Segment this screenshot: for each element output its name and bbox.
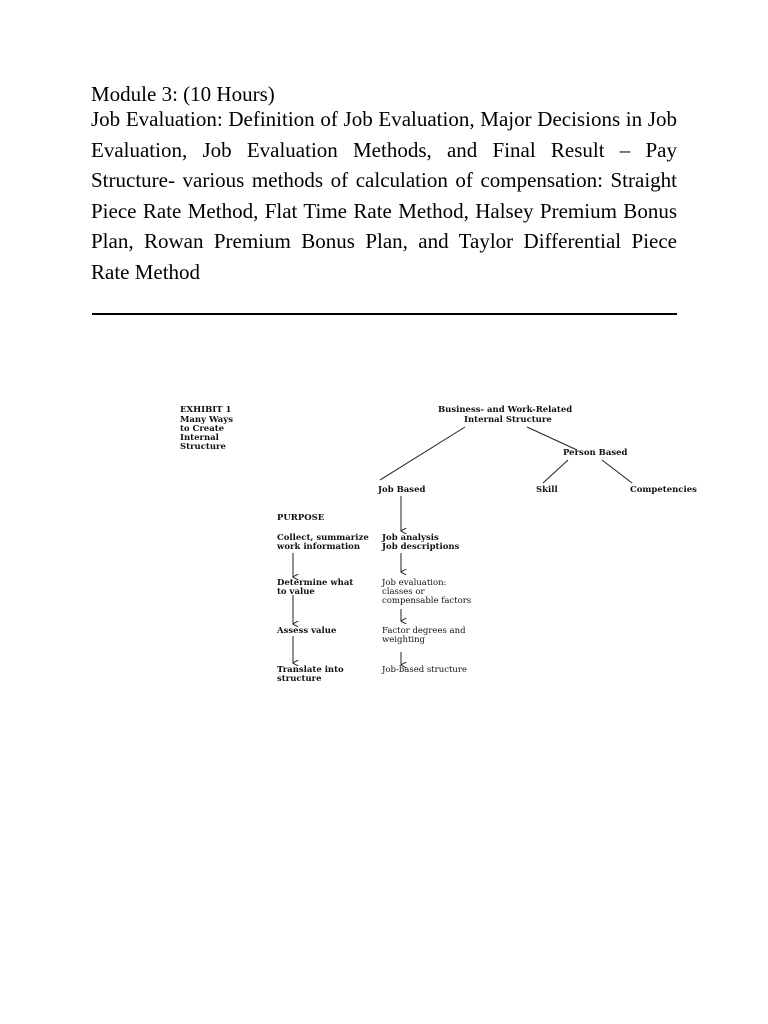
exhibit-caption-line: Internal <box>180 433 219 443</box>
purpose-step-line: to value <box>277 587 315 597</box>
edge-root-person-based <box>527 427 577 450</box>
root-node-line-1: Business- and Work-Related <box>438 405 573 415</box>
purpose-header: PURPOSE <box>277 513 325 523</box>
root-node-line-2: Internal Structure <box>464 415 552 425</box>
purpose-step-line: work information <box>277 542 361 552</box>
skill-node: Skill <box>536 485 558 495</box>
job-step-line: Job evaluation: <box>382 578 447 588</box>
job-step-line: Job descriptions <box>382 542 460 552</box>
exhibit-caption-title: EXHIBIT 1 <box>180 405 232 415</box>
exhibit-diagram <box>170 395 710 685</box>
exhibit-caption-line: to Create <box>180 424 225 434</box>
edge-person-skill <box>543 460 568 483</box>
exhibit-caption-line: Many Ways <box>180 415 234 425</box>
competencies-node: Competencies <box>630 485 697 495</box>
edge-person-competencies <box>602 460 632 483</box>
job-step-line: Job-based structure <box>382 665 467 675</box>
purpose-step-line: Collect, summarize <box>277 533 369 543</box>
purpose-step-line: Assess value <box>277 626 337 636</box>
edge-root-job-based <box>380 427 465 480</box>
job-step-line: classes or <box>382 587 425 597</box>
job-step-line: Job analysis <box>382 533 439 543</box>
job-step-line: Factor degrees and <box>382 626 466 636</box>
person-based-node: Person Based <box>563 448 628 458</box>
purpose-step-line: Translate into <box>277 665 344 675</box>
exhibit-caption-line: Structure <box>180 442 226 452</box>
job-step-line: compensable factors <box>382 596 472 606</box>
purpose-step-line: Determine what <box>277 578 354 588</box>
job-step-line: weighting <box>382 635 425 645</box>
exhibit-connectors <box>170 395 710 685</box>
module-heading: Module 3: (10 Hours) <box>91 82 275 106</box>
section-divider <box>92 313 677 315</box>
module-description: Job Evaluation: Definition of Job Evaluation, Major Decisions in Job Evaluation, Job Evaluation Methods, and Final Result – Pay Structure- various methods of calculation of compensation: Straight Piece Rate Method, Flat Time Rate Method, Halsey Premium Bonus Plan, Rowan Premium Bonus Plan, and Taylor Differential Piece Rate Method <box>91 107 677 284</box>
job-based-node: Job Based <box>378 485 426 495</box>
purpose-step-line: structure <box>277 674 322 684</box>
